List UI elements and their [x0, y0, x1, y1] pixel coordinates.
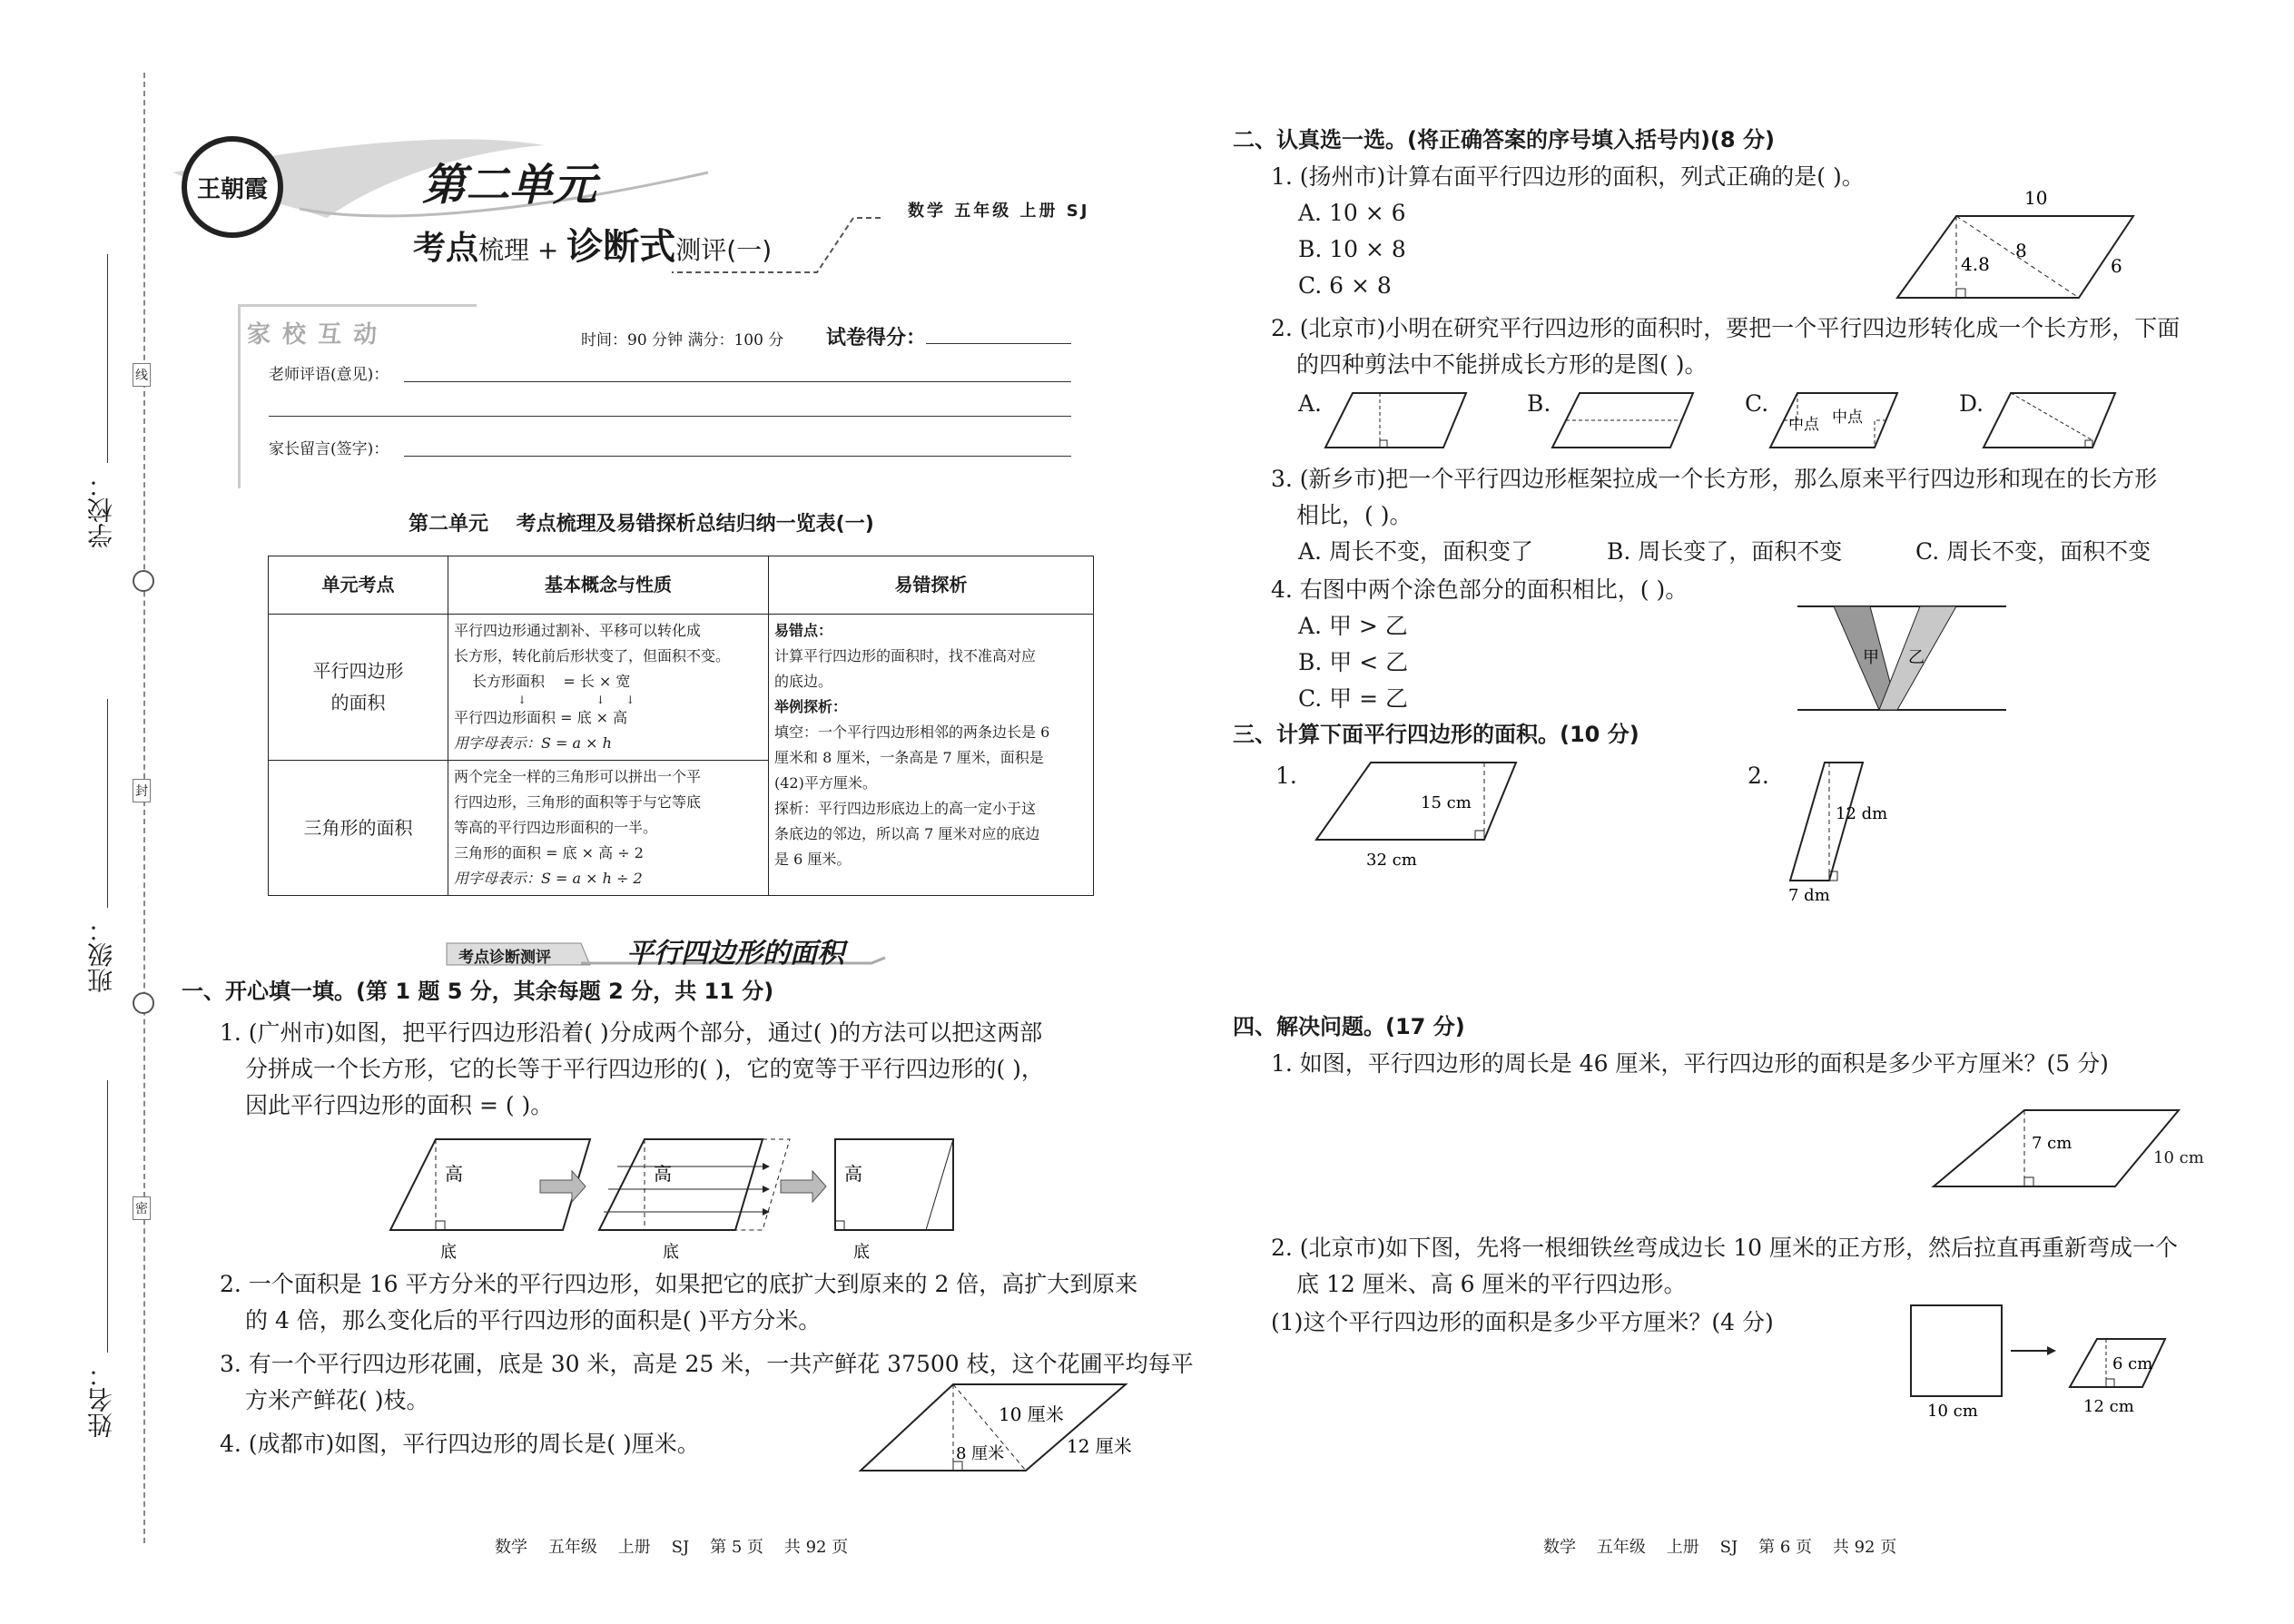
- summary-row-parallelogram: [269, 615, 1094, 761]
- s2-q2-a: A.: [1298, 390, 1323, 417]
- concept-line: 用字母表示：S = a × h: [454, 734, 612, 752]
- fig-height-2: 高: [654, 1163, 672, 1185]
- book-tagline: 数学 五年级 上册 SJ: [908, 202, 1090, 221]
- name-label: 姓名：: [86, 1362, 116, 1438]
- q4-label-10: 10 厘米: [999, 1403, 1064, 1425]
- q4-label-12: 12 厘米: [1067, 1435, 1132, 1457]
- class-line: [107, 699, 108, 908]
- mistake-line: 举例探析：: [774, 698, 848, 715]
- q4-fig-yi: 乙: [1908, 648, 1925, 667]
- q1-fig-10: 10: [2024, 187, 2048, 209]
- summary-table: [268, 556, 1094, 896]
- home-school-frame: [238, 304, 477, 488]
- banner-tag: 考点诊断测评: [458, 949, 551, 967]
- class-label: 班级：: [86, 917, 116, 993]
- s2-q1-a: A. 10 × 6: [1298, 200, 1406, 226]
- mistake-line: 易错点：: [774, 622, 833, 639]
- banner-title: 平行四边形的面积: [626, 938, 844, 969]
- concept-line: 平行四边形面积 = 底 × 高: [454, 709, 628, 726]
- s2-q4-c: C. 甲 = 乙: [1298, 685, 1408, 712]
- s3-p2-figure: [1779, 753, 1915, 908]
- q2-mid-1: 中点: [1788, 416, 1819, 434]
- mistake-line: (42)平方厘米。: [774, 774, 877, 792]
- section4-heading: 四、解决问题。(17 分): [1233, 1014, 1465, 1039]
- mistake-line: 的底边。: [774, 673, 833, 690]
- mistake-line: 是 6 厘米。: [774, 851, 852, 868]
- s2-q2-d: D.: [1959, 390, 1984, 417]
- mistake-line: 探析：平行四边形底边上的高一定小于这: [774, 800, 1037, 817]
- fig-base-2: 底: [663, 1243, 679, 1262]
- concept-line: 等高的平行四边形面积的一半。: [454, 819, 658, 836]
- subtitle-d: 测评(一): [675, 235, 773, 265]
- mistake-line: 计算平行四边形的面积时，找不准高对应: [774, 647, 1037, 664]
- s2-q1-figure: [1888, 182, 2151, 309]
- s4-q2-line2: 底 12 厘米、高 6 厘米的平行四边形。: [1296, 1271, 1687, 1297]
- section3-heading: 三、计算下面平行四边形的面积。(10 分): [1233, 722, 1639, 747]
- summary-header-row: [269, 556, 1094, 615]
- binding-circle-2: [133, 992, 154, 1014]
- q1-fig-6: 6: [2111, 255, 2122, 277]
- concept-parallelogram: [448, 615, 769, 761]
- s2-q1: 1. (扬州市)计算右面平行四边形的面积，列式正确的是( )。: [1271, 163, 1865, 190]
- s2-q1-b: B. 10 × 8: [1298, 236, 1406, 262]
- summary-title: 第二单元 考点梳理及易错探析总结归纳一览表(一): [409, 513, 874, 536]
- concept-arrows: ↓ ↓ ↓: [517, 694, 635, 706]
- s2-q4: 4. 右图中两个涂色部分的面积相比，( )。: [1271, 576, 1689, 603]
- s1-q1-figure: [381, 1130, 971, 1266]
- q1-fig-8: 8: [2015, 240, 2027, 261]
- binding-circle-1: [133, 570, 154, 592]
- s2-q3-a: A. 周长不变，面积变了: [1298, 538, 1533, 565]
- concept-line: 长方形，转化前后形状变了，但面积不变。: [454, 647, 731, 664]
- s2-q4-b: B. 甲 < 乙: [1298, 649, 1409, 675]
- mistake-cell: [769, 615, 1094, 896]
- fig-base-3: 底: [853, 1243, 870, 1262]
- p2-label-7: 7 dm: [1788, 886, 1830, 905]
- s4-q2-line1: 2. (北京市)如下图，先将一根细铁丝弯成边长 10 厘米的正方形，然后拉直再重新弯成一个: [1271, 1235, 2179, 1261]
- s2-q3-line2: 相比，( )。: [1296, 502, 1413, 528]
- page-subtitle: [413, 218, 772, 270]
- q2-mid-2: 中点: [1832, 408, 1863, 427]
- s4-q2-sub: (1)这个平行四边形的面积是多少平方厘米？(4 分): [1271, 1309, 1774, 1335]
- mistake-line: 条底边的邻边，所以高 7 厘米对应的底边: [774, 825, 1040, 842]
- footer-left: 数学 五年级 上册 SJ 第 5 页 共 92 页: [495, 1538, 849, 1557]
- concept-line: 长方形面积 = 长 × 宽: [472, 673, 631, 690]
- q2-label-6: 6 cm: [2112, 1354, 2153, 1373]
- concept-line: 三角形的面积 = 底 × 高 ÷ 2: [454, 844, 644, 861]
- teacher-line-1: [404, 381, 1071, 382]
- s1-q1-line3: 因此平行四边形的面积 = ( )。: [245, 1092, 554, 1118]
- score-line: [926, 343, 1071, 344]
- s1-q3-line1: 3. 有一个平行四边形花圃，底是 30 米，高是 25 米，一共产鲜花 37500 枝，这个花圃平均每平: [220, 1351, 1194, 1377]
- col-concept: 基本概念与性质: [448, 556, 769, 615]
- score-label: 试卷得分：: [826, 327, 927, 349]
- q4-label-8: 8 厘米: [956, 1444, 1005, 1463]
- s1-q4: 4. (成都市)如图，平行四边形的周长是( )厘米。: [220, 1431, 700, 1457]
- brand-logo-text: 王朝霞: [196, 175, 268, 203]
- seal-mark-seal: 封: [133, 779, 151, 802]
- fig-height-3: 高: [844, 1163, 862, 1185]
- s4-q2-figure: [1902, 1298, 2174, 1425]
- home-school-badge: 家 校 互 动: [247, 321, 379, 349]
- fig-base-1: 底: [440, 1243, 457, 1262]
- s1-q2-line1: 2. 一个面积是 16 平方分米的平行四边形，如果把它的底扩大到原来的 2 倍，高扩大到原来: [220, 1271, 1138, 1297]
- s2-q3-c: C. 周长不变，面积不变: [1915, 538, 2151, 565]
- school-line: [107, 254, 108, 463]
- parent-line: [404, 456, 1071, 457]
- time-score: 时间：90 分钟 满分：100 分: [581, 331, 784, 349]
- p1-label-32: 32 cm: [1366, 851, 1417, 870]
- q2-label-12: 12 cm: [2083, 1397, 2134, 1416]
- seal-mark-secret: 密: [133, 1196, 151, 1220]
- binding-dashed-line: [143, 73, 145, 1543]
- subtitle-a: 考点: [413, 230, 479, 267]
- mistake-line: 厘米和 8 厘米，一条高是 7 厘米，面积是: [774, 749, 1044, 766]
- subtitle-b: 梳理 +: [478, 235, 567, 265]
- s1-q1-line2: 分拼成一个长方形，它的长等于平行四边形的( )，它的宽等于平行四边形的( )，: [245, 1056, 1044, 1082]
- mistake-line: 填空：一个平行四边形相邻的两条边长是 6: [774, 723, 1050, 741]
- s3-p1-num: 1.: [1275, 763, 1297, 789]
- fig-height-1: 高: [445, 1163, 463, 1185]
- name-line: [107, 1080, 108, 1353]
- s2-q3-line1: 3. (新乡市)把一个平行四边形框架拉成一个长方形，那么原来平行四边形和现在的长方形: [1271, 466, 2158, 492]
- q4-fig-jia: 甲: [1863, 648, 1879, 667]
- s2-q1-c: C. 6 × 8: [1298, 272, 1392, 299]
- q1-label-7: 7 cm: [2032, 1134, 2072, 1153]
- footer-right: 数学 五年级 上册 SJ 第 6 页 共 92 页: [1543, 1538, 1897, 1557]
- seal-mark-line: 线: [133, 363, 151, 387]
- school-label: 学校：: [86, 472, 116, 548]
- section1-heading: 一、开心填一填。(第 1 题 5 分，其余每题 2 分，共 11 分): [182, 979, 774, 1004]
- s2-q2-figures: [1316, 386, 2133, 458]
- unit-title: 第二单元: [422, 160, 597, 211]
- subtitle-c: 诊断式: [566, 226, 676, 268]
- parent-label: 家长留言(签字)：: [269, 440, 389, 458]
- s3-p1-figure: [1307, 753, 1525, 871]
- s1-q2-line2: 的 4 倍，那么变化后的平行四边形的面积是( )平方分米。: [245, 1307, 822, 1334]
- p1-label-15: 15 cm: [1421, 793, 1472, 812]
- s2-q2-b: B.: [1527, 390, 1551, 417]
- teacher-line-2: [269, 416, 1071, 417]
- topic-parallelogram: 平行四边形 的面积: [269, 615, 448, 761]
- s2-q3-b: B. 周长变了，面积不变: [1607, 538, 1843, 565]
- teacher-label: 老师评语(意见)：: [269, 366, 389, 384]
- q2-label-10: 10 cm: [1927, 1402, 1978, 1421]
- s1-q4-figure: [853, 1375, 1153, 1480]
- concept-line: 两个完全一样的三角形可以拼出一个平: [454, 768, 702, 785]
- concept-triangle: [448, 761, 769, 896]
- s1-q3-line2: 方米产鲜花( )枝。: [245, 1387, 429, 1413]
- col-mistake: 易错探析: [769, 556, 1094, 615]
- concept-line: 用字母表示：S = a × h ÷ 2: [454, 870, 643, 887]
- s2-q2-line2: 的四种剪法中不能拼成长方形的是图( )。: [1296, 351, 1708, 378]
- q1-fig-48: 4.8: [1961, 253, 1990, 275]
- topic-triangle: 三角形的面积: [269, 761, 448, 896]
- brand-logo: [182, 136, 283, 238]
- s4-q1: 1. 如图，平行四边形的周长是 46 厘米，平行四边形的面积是多少平方厘米？(5 分): [1271, 1050, 2109, 1077]
- concept-line: 行四边形，三角形的面积等于与它等底: [454, 793, 702, 811]
- s3-p2-num: 2.: [1748, 763, 1769, 789]
- concept-line: 平行四边形通过割补、平移可以转化成: [454, 622, 702, 639]
- q1-label-10: 10 cm: [2153, 1148, 2204, 1167]
- p2-label-12: 12 dm: [1836, 804, 1888, 823]
- s2-q4-figure: [1797, 599, 2006, 717]
- section2-heading: 二、认真选一选。(将正确答案的序号填入括号内)(8 分): [1233, 127, 1775, 153]
- s2-q4-a: A. 甲 > 乙: [1298, 613, 1408, 639]
- col-topic: 单元考点: [269, 556, 448, 615]
- s2-q2-line1: 2. (北京市)小明在研究平行四边形的面积时，要把一个平行四边形转化成一个长方形，下面: [1271, 315, 2181, 341]
- s1-q1-line1: 1. (广州市)如图，把平行四边形沿着( )分成两个部分，通过( )的方法可以把这两部: [220, 1019, 1043, 1046]
- s2-q2-c: C.: [1745, 390, 1769, 417]
